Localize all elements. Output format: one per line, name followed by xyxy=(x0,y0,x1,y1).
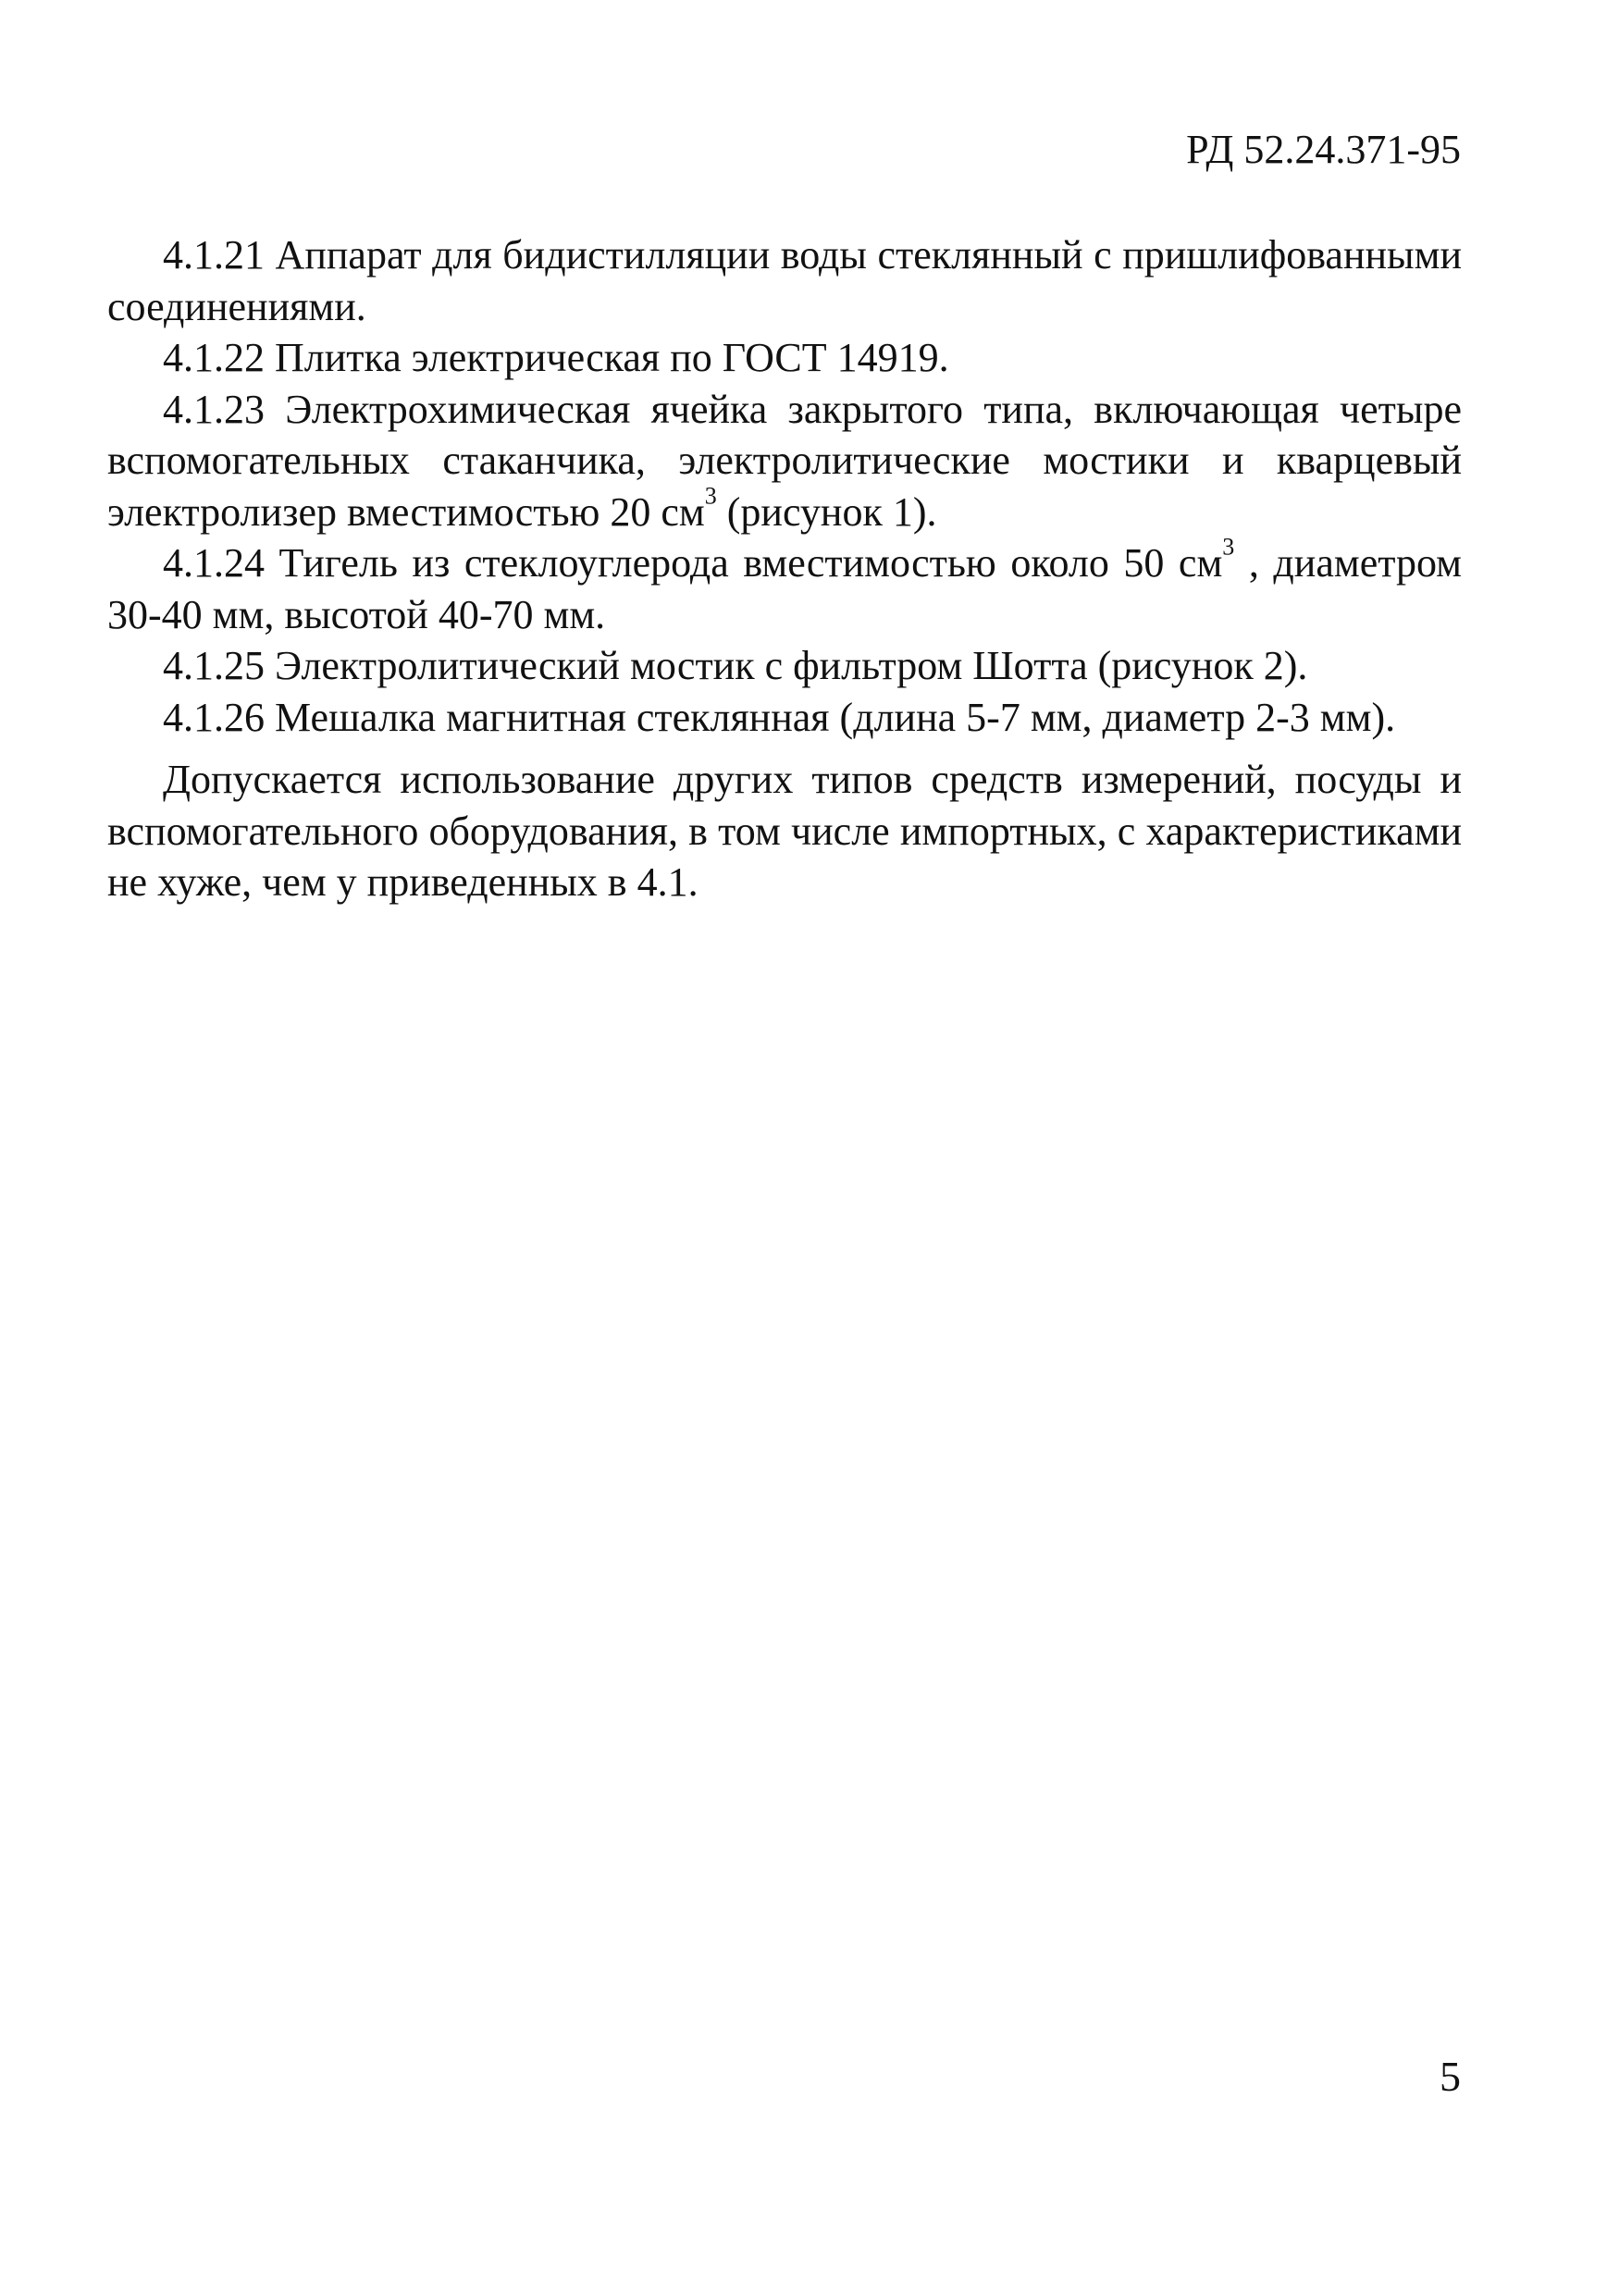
document-code: РД 52.24.371-95 xyxy=(1186,127,1461,172)
item-4-1-24 xyxy=(107,533,1462,640)
item-4-1-24-text: 4.1.24 Тигель из стеклоуглерода вместимостью около 50 см xyxy=(163,540,1223,586)
item-4-1-26: 4.1.26 Мешалка магнитная стеклянная (длина 5-7 мм, диаметр 2-3 мм). xyxy=(163,694,1396,740)
item-4-1-24-text-end: , диаметром 30-40 мм, высотой 40-70 мм. xyxy=(107,540,1462,637)
item-4-1-25: 4.1.25 Электролитический мостик с фильтром Шотта (рисунок 2). xyxy=(163,643,1308,688)
item-4-1-23-text-end: (рисунок 1). xyxy=(716,488,937,535)
item-4-1-23-text: 4.1.23 Электрохимическая ячейка закрытого типа, включающая четыре вспомогательных стаканчика, электролитические мостики и кварцевый электролизер вместимостью 20 см xyxy=(107,386,1462,535)
superscript-3: 3 xyxy=(704,482,717,510)
page-number: 5 xyxy=(1440,2053,1461,2100)
superscript-3: 3 xyxy=(1222,533,1235,561)
item-4-1-21: 4.1.21 Аппарат для бидистилляции воды стеклянный с пришлифованными соединениями. xyxy=(107,232,1462,329)
item-4-1-23 xyxy=(107,384,1462,538)
document-body xyxy=(107,229,1462,908)
note-paragraph: Допускается использование других типов средств измерений, посуды и вспомогательного оборудования, в том числе импортных, с характеристиками не хуже, чем у приведенных в 4.1. xyxy=(107,757,1462,905)
item-4-1-22: 4.1.22 Плитка электрическая по ГОСТ 14919. xyxy=(163,335,949,380)
